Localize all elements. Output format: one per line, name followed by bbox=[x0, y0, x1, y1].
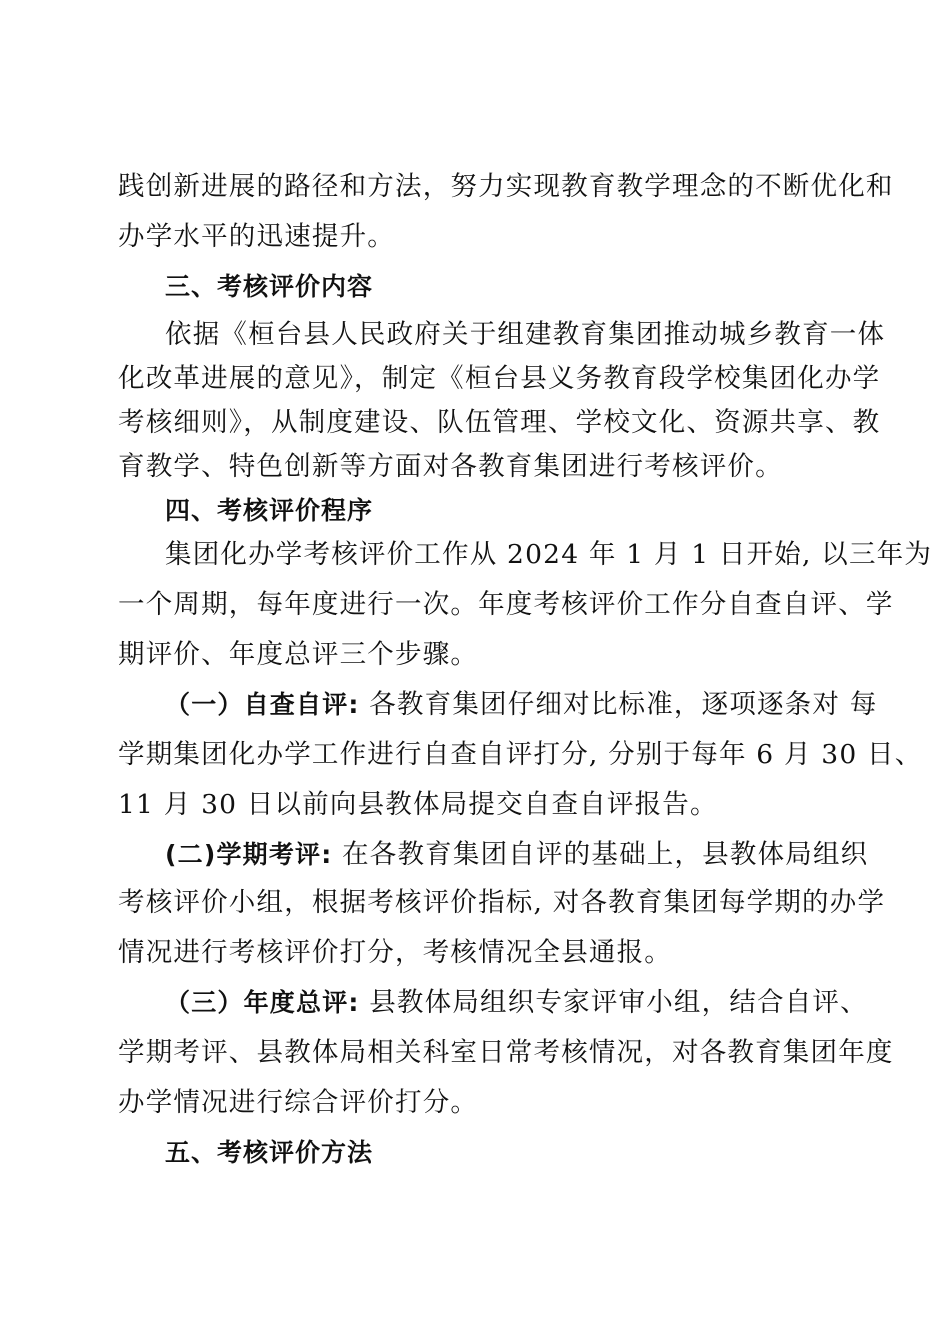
item-2-label: (二)学期考评: bbox=[165, 840, 333, 869]
paragraph-line: 期评价、年度总评三个步骤。 bbox=[118, 639, 479, 670]
item-1-line bbox=[165, 688, 878, 722]
paragraph-line: 化改革进展的意见》，制定《桓台县义务教育段学校集团化办学 bbox=[118, 363, 881, 394]
item-1-text: 各教育集团仔细对比标准，逐项逐条对 每 bbox=[359, 689, 878, 720]
item-3-line bbox=[165, 986, 868, 1020]
section-heading-4: 四、考核评价程序 bbox=[165, 496, 374, 525]
paragraph-line: 考核细则》，从制度建设、队伍管理、学校文化、资源共享、教 bbox=[118, 407, 881, 438]
paragraph-line: 依据《桓台县人民政府关于组建教育集团推动城乡教育一体 bbox=[165, 319, 886, 350]
paragraph-line: 一个周期，每年度进行一次。年度考核评价工作分自查自评、学 bbox=[118, 589, 894, 620]
item-2-text: 在各教育集团自评的基础上，县教体局组织 bbox=[332, 839, 869, 870]
paragraph-line: 学期考评、县教体局相关科室日常考核情况，对各教育集团年度 bbox=[118, 1037, 894, 1068]
item-1-label: （一）自查自评: bbox=[165, 690, 360, 719]
paragraph-line: 集团化办学考核评价工作从 2024 年 1 月 1 日开始, 以三年为 bbox=[165, 539, 933, 570]
section-heading-3: 三、考核评价内容 bbox=[165, 272, 374, 301]
item-3-label: （三）年度总评: bbox=[165, 988, 360, 1017]
paragraph-line: 情况进行考核评价打分，考核情况全县通报。 bbox=[118, 937, 672, 968]
item-2-line bbox=[165, 838, 869, 872]
paragraph-line: 办学情况进行综合评价打分。 bbox=[118, 1087, 479, 1118]
paragraph-line: 育教学、特色创新等方面对各教育集团进行考核评价。 bbox=[118, 451, 783, 482]
paragraph-line: 践创新进展的路径和方法，努力实现教育教学理念的不断优化和 bbox=[118, 171, 894, 202]
paragraph-line: 学期集团化办学工作进行自查自评打分, 分别于每年 6 月 30 日、 bbox=[118, 739, 923, 770]
paragraph-line: 考核评价小组，根据考核评价指标, 对各教育集团每学期的办学 bbox=[118, 887, 886, 918]
paragraph-line: 办学水平的迅速提升。 bbox=[118, 221, 395, 252]
item-3-text: 县教体局组织专家评审小组，结合自评、 bbox=[359, 987, 868, 1018]
section-heading-5: 五、考核评价方法 bbox=[165, 1138, 374, 1167]
paragraph-line: 11 月 30 日以前向县教体局提交自查自评报告。 bbox=[118, 789, 718, 820]
